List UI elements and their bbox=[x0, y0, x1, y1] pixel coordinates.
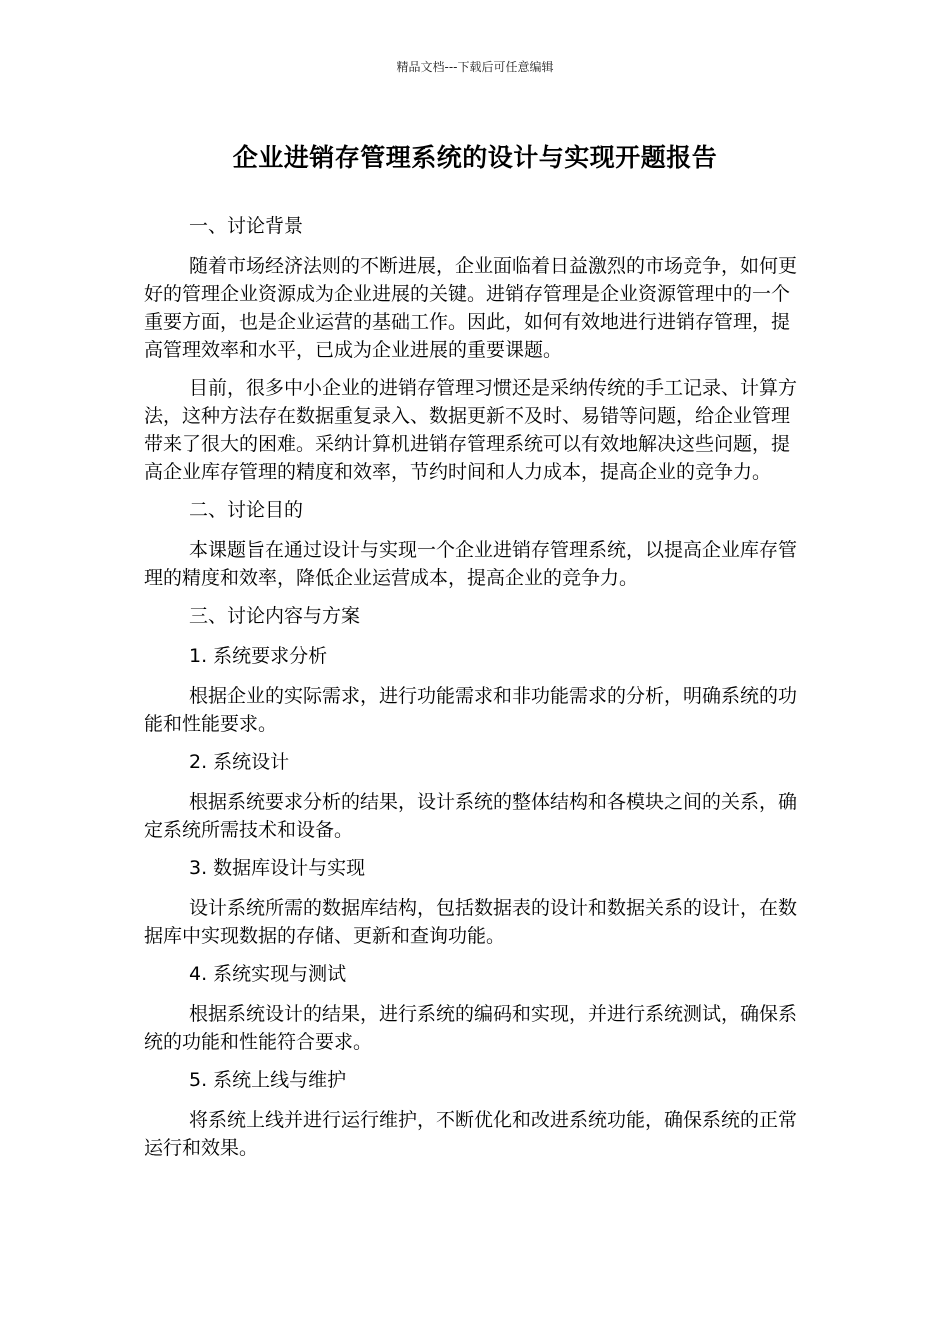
paragraph-purpose: 本课题旨在通过设计与实现一个企业进销存管理系统，以提高企业库存管理的精度和效率，降低企业运营成本，提高企业的竞争力。 bbox=[144, 539, 798, 589]
document-body bbox=[144, 212, 804, 1172]
paragraph-requirements: 根据企业的实际需求，进行功能需求和非功能需求的分析，明确系统的功能和性能要求。 bbox=[144, 685, 798, 735]
paragraph-deployment: 将系统上线并进行运行维护，不断优化和改进系统功能，确保系统的正常运行和效果。 bbox=[144, 1109, 798, 1159]
paragraph-database: 设计系统所需的数据库结构，包括数据表的设计和数据关系的设计，在数据库中实现数据的存储、更新和查询功能。 bbox=[144, 897, 798, 947]
section-heading-background: 一、讨论背景 bbox=[189, 215, 304, 237]
subheading-implementation: 4. 系统实现与测试 bbox=[189, 963, 347, 985]
header-note: 精品文档---下载后可任意编辑 bbox=[396, 60, 554, 74]
paragraph-design: 根据系统要求分析的结果，设计系统的整体结构和各模块之间的关系，确定系统所需技术和设备。 bbox=[144, 791, 798, 841]
paragraph-background-1: 随着市场经济法则的不断进展，企业面临着日益激烈的市场竞争，如何更好的管理企业资源成为企业进展的关键。进销存管理是企业资源管理中的一个重要方面，也是企业运营的基础工作。因此，如何有效地进行进销存管理，提高管理效率和水平，已成为企业进展的重要课题。 bbox=[144, 255, 798, 361]
subheading-deployment: 5. 系统上线与维护 bbox=[189, 1069, 347, 1091]
section-heading-purpose: 二、讨论目的 bbox=[189, 499, 304, 521]
paragraph-implementation: 根据系统设计的结果，进行系统的编码和实现，并进行系统测试，确保系统的功能和性能符合要求。 bbox=[144, 1003, 798, 1053]
subheading-design: 2. 系统设计 bbox=[189, 751, 290, 773]
paragraph-background-2: 目前，很多中小企业的进销存管理习惯还是采纳传统的手工记录、计算方法，这种方法存在数据重复录入、数据更新不及时、易错等问题，给企业管理带来了很大的困难。采纳计算机进销存管理系统可以有效地解决这些问题，提高企业库存管理的精度和效率，节约时间和人力成本，提高企业的竞争力。 bbox=[144, 377, 798, 483]
document-title: 企业进销存管理系统的设计与实现开题报告 bbox=[232, 143, 718, 172]
section-heading-content: 三、讨论内容与方案 bbox=[189, 605, 361, 627]
subheading-requirements: 1. 系统要求分析 bbox=[189, 645, 328, 667]
subheading-database: 3. 数据库设计与实现 bbox=[189, 857, 366, 879]
